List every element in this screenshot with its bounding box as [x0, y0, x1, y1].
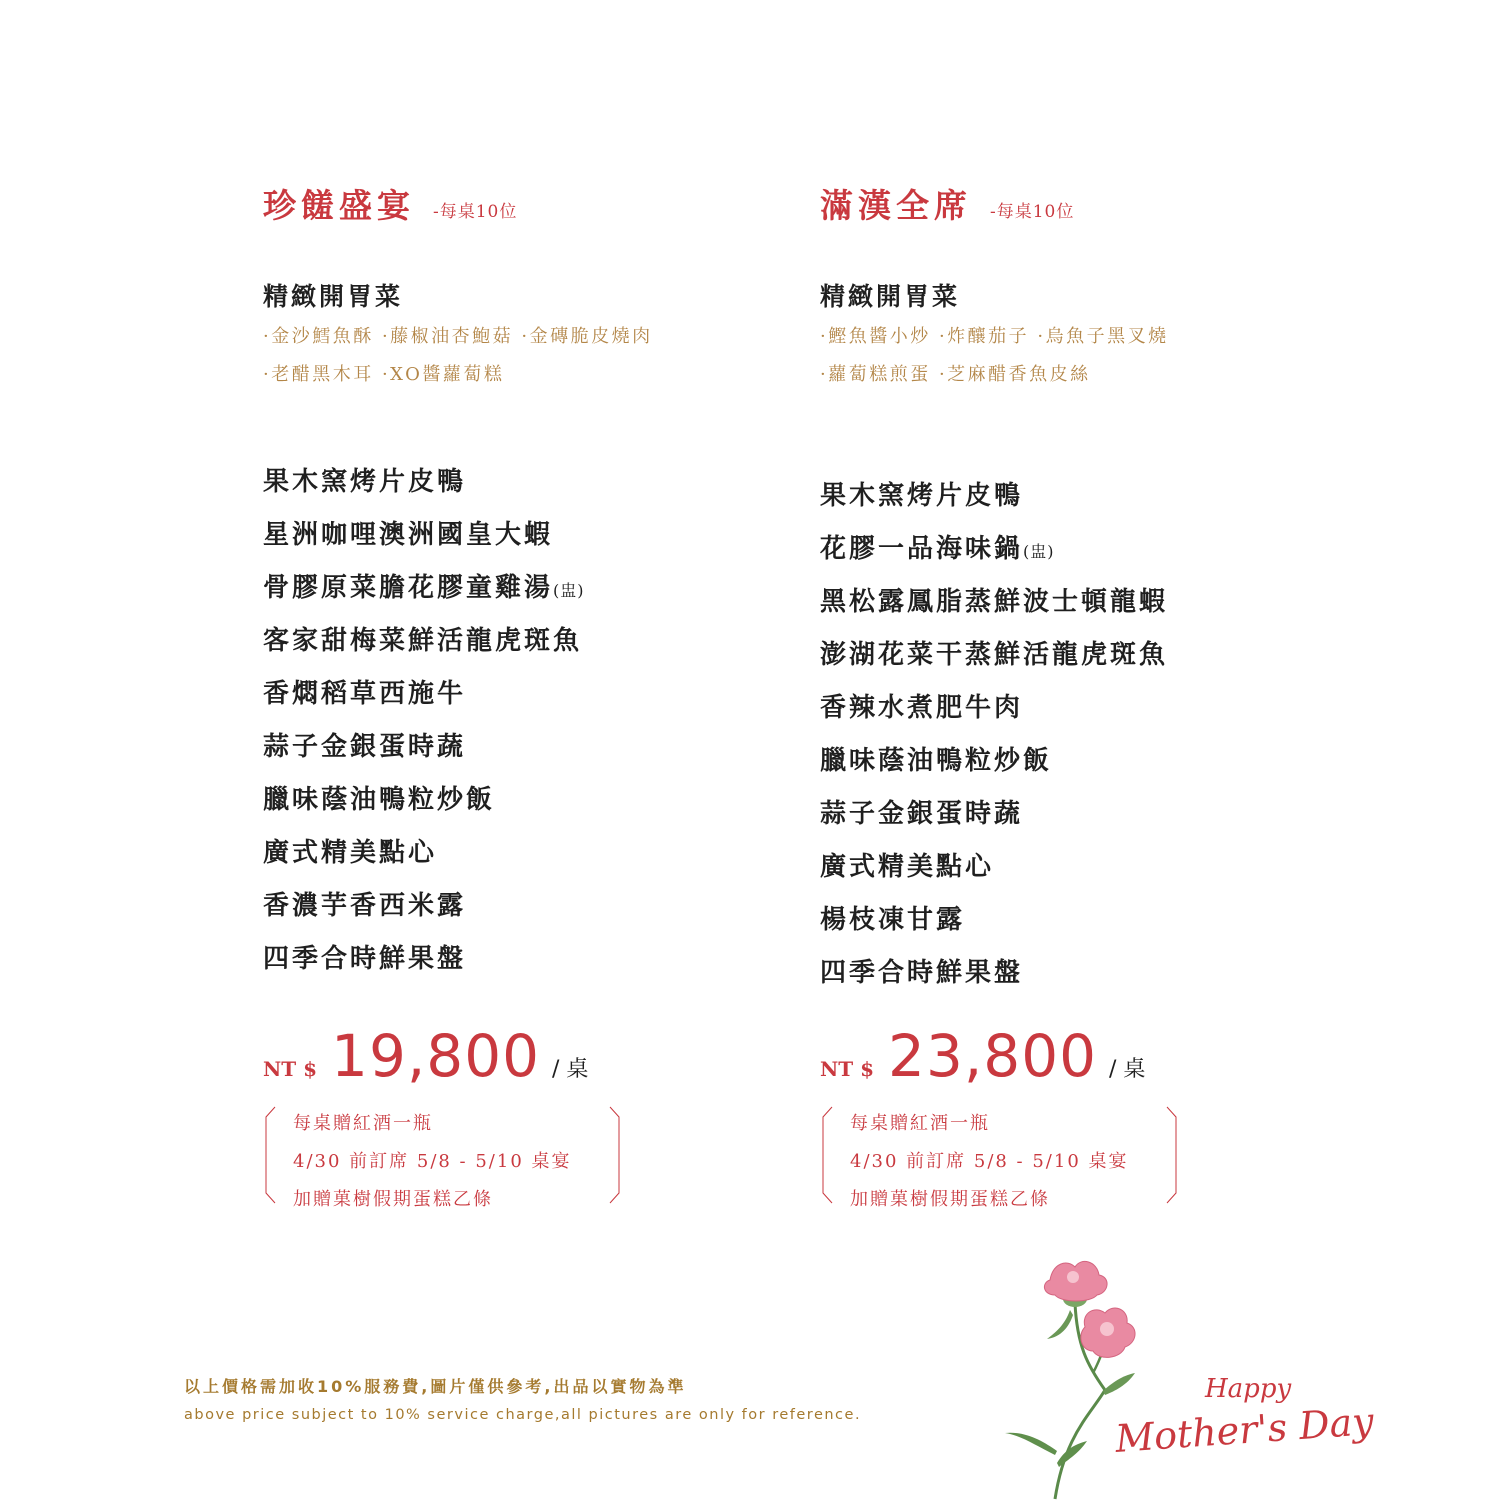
- promo-line: 加贈菓樹假期蛋糕乙條: [850, 1189, 1050, 1210]
- price-amount: 23,800: [888, 1022, 1097, 1090]
- menu-title: 滿漢全席: [820, 186, 972, 225]
- price-currency: NT $: [263, 1057, 318, 1081]
- promo-line: 4/30 前訂席 5/8 - 5/10 桌宴: [850, 1151, 1129, 1172]
- dish-list: [263, 456, 783, 986]
- dish-item: 楊枝凍甘露: [820, 905, 966, 935]
- dish-item: 廣式精美點心: [263, 838, 438, 868]
- dish-list: [820, 470, 1340, 1000]
- appetizer-heading: 精緻開胃菜: [820, 282, 961, 311]
- price-row: [820, 1022, 1145, 1090]
- price-row: [263, 1022, 588, 1090]
- promo-line: 4/30 前訂席 5/8 - 5/10 桌宴: [293, 1151, 572, 1172]
- dish-item: 星洲咖哩澳洲國皇大蝦: [263, 520, 554, 550]
- menu-column-left: [263, 180, 783, 1210]
- left-bracket-icon: [263, 1105, 277, 1205]
- appetizer-heading: 精緻開胃菜: [263, 282, 404, 311]
- promo-lines: [293, 1105, 572, 1219]
- promo-lines: [850, 1105, 1129, 1219]
- footer-disclaimer: [184, 1374, 861, 1423]
- dish-item: 骨膠原菜膽花膠童雞湯(盅): [263, 573, 585, 603]
- price-unit: / 桌: [1109, 1057, 1146, 1082]
- dish-item: 果木窯烤片皮鴨: [263, 467, 467, 497]
- greeting-line2: Mother's Day: [1113, 1399, 1376, 1461]
- right-bracket-icon: [1165, 1105, 1179, 1205]
- menu-title-row: [263, 180, 783, 240]
- dish-item: 香辣水煮肥牛肉: [820, 693, 1024, 723]
- dish-item: 臘味蔭油鴨粒炒飯: [820, 746, 1053, 776]
- dish-item: 臘味蔭油鴨粒炒飯: [263, 785, 496, 815]
- per-table-note: -每桌10位: [433, 202, 518, 222]
- price-amount: 19,800: [331, 1022, 540, 1090]
- price-unit: / 桌: [552, 1057, 589, 1082]
- menu-column-right: [820, 180, 1340, 1210]
- promo-line: 每桌贈紅酒一瓶: [293, 1113, 433, 1134]
- dish-item: 花膠一品海味鍋(盅): [820, 534, 1055, 564]
- dish-item: 四季合時鮮果盤: [820, 958, 1024, 988]
- greeting: [1105, 1370, 1375, 1480]
- footer-zh: 以上價格需加收10%服務費,圖片僅供參考,出品以實物為準: [184, 1377, 687, 1396]
- promo-box: [820, 1105, 1180, 1210]
- footer-en: above price subject to 10% service charge,all pictures are only for reference.: [184, 1407, 862, 1423]
- dish-item: 蒜子金銀蛋時蔬: [263, 732, 467, 762]
- dish-item: 蒜子金銀蛋時蔬: [820, 799, 1024, 829]
- appetizer-line: ·鰹魚醬小炒 ·炸釀茄子 ·烏魚子黑叉燒: [820, 326, 1169, 347]
- promo-line: 每桌贈紅酒一瓶: [850, 1113, 990, 1134]
- per-table-note: -每桌10位: [990, 202, 1075, 222]
- left-bracket-icon: [820, 1105, 834, 1205]
- appetizer-line: ·老醋黑木耳 ·XO醬蘿蔔糕: [263, 364, 505, 385]
- appetizer-line: ·蘿蔔糕煎蛋 ·芝麻醋香魚皮絲: [820, 364, 1091, 385]
- appetizer-list: [263, 318, 783, 394]
- dish-item: 客家甜梅菜鮮活龍虎斑魚: [263, 626, 583, 656]
- dish-item: 四季合時鮮果盤: [263, 944, 467, 974]
- dish-item: 廣式精美點心: [820, 852, 995, 882]
- dish-item: 澎湖花菜干蒸鮮活龍虎斑魚: [820, 640, 1169, 670]
- greeting-line1: Happy: [1205, 1374, 1292, 1404]
- menu-title-row: [820, 180, 1340, 240]
- dish-item: 果木窯烤片皮鴨: [820, 481, 1024, 511]
- promo-line: 加贈菓樹假期蛋糕乙條: [293, 1189, 493, 1210]
- menu-title: 珍饈盛宴: [263, 186, 415, 225]
- dish-item: 黑松露鳳脂蒸鮮波士頓龍蝦: [820, 587, 1169, 617]
- dish-item: 香燜稻草西施牛: [263, 679, 467, 709]
- right-bracket-icon: [608, 1105, 622, 1205]
- appetizer-list: [820, 318, 1340, 394]
- price-currency: NT $: [820, 1057, 875, 1081]
- appetizer-line: ·金沙鱈魚酥 ·藤椒油杏鮑菇 ·金磚脆皮燒肉: [263, 326, 653, 347]
- promo-box: [263, 1105, 623, 1210]
- dish-item: 香濃芋香西米露: [263, 891, 467, 921]
